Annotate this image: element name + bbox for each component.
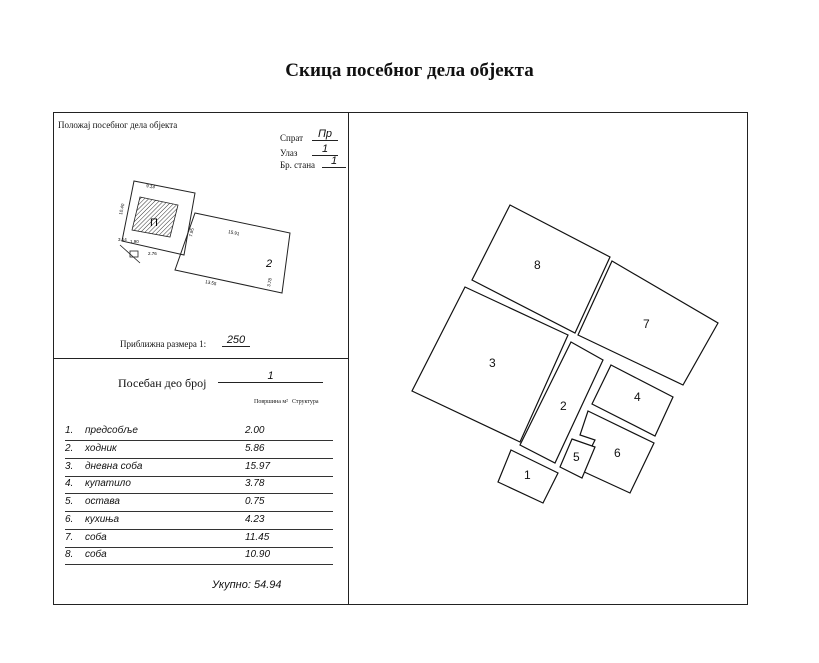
location-label: Положај посебног дела објекта bbox=[58, 120, 178, 130]
room-row: 5. остава 0.75 bbox=[65, 496, 333, 512]
apartment-label: Бр. стана bbox=[280, 160, 316, 170]
unit-value: 1 bbox=[218, 370, 323, 383]
room-row: 2. ходник 5.86 bbox=[65, 443, 333, 459]
floor-value: Пр bbox=[312, 128, 338, 141]
room-label-8: 8 bbox=[534, 258, 541, 272]
mini-dim: 1.90 bbox=[130, 239, 139, 244]
entrance-value: 1 bbox=[312, 143, 338, 156]
unit-label: Посебан део број bbox=[118, 376, 207, 390]
room-row: 6. кухиња 4.23 bbox=[65, 514, 333, 530]
col-structure-header: Структура bbox=[292, 399, 319, 405]
mini-dim: 13.55 bbox=[204, 279, 217, 287]
entrance-label: Улаз bbox=[280, 148, 298, 158]
room-label-5: 5 bbox=[573, 450, 580, 464]
room-row: 4. купатило 3.78 bbox=[65, 478, 333, 494]
floor-label: Спрат bbox=[280, 133, 304, 143]
total-row bbox=[212, 579, 281, 591]
mini-dim: 3.14 bbox=[118, 237, 127, 242]
room-row: 1. предсобље 2.00 bbox=[65, 425, 333, 441]
mini-dim: 10.40 bbox=[118, 203, 126, 216]
mini-dim: 9.14 bbox=[145, 183, 156, 190]
room-row: 7. соба 11.45 bbox=[65, 532, 333, 548]
room-label-1: 1 bbox=[524, 468, 531, 482]
apartment-value: 1 bbox=[322, 155, 346, 168]
mini-dim: 2.76 bbox=[148, 251, 157, 256]
scale-value: 250 bbox=[222, 334, 250, 347]
total-value: 54.94 bbox=[253, 579, 282, 591]
location-mini-plan bbox=[100, 175, 300, 295]
room-label-7: 7 bbox=[643, 317, 650, 331]
col-area-header: Површина м² bbox=[254, 399, 288, 405]
room-label-3: 3 bbox=[489, 356, 496, 370]
room-label-2: 2 bbox=[560, 399, 567, 413]
mini-parcel-number: 2 bbox=[266, 258, 273, 270]
room-label-4: 4 bbox=[634, 390, 641, 404]
mini-dim: 3.78 bbox=[266, 277, 273, 288]
room-row: 3. дневна соба 15.97 bbox=[65, 461, 333, 477]
room-row: 8. соба 10.90 bbox=[65, 549, 333, 565]
room-label-6: 6 bbox=[614, 446, 621, 460]
scale-label: Приближна размера 1: bbox=[120, 339, 207, 349]
page-title: Скица посебног дела објекта bbox=[285, 60, 534, 81]
mini-dim: 7.95 bbox=[188, 227, 195, 238]
mini-dim: 15.91 bbox=[227, 229, 240, 237]
mini-building-label: П bbox=[150, 217, 158, 229]
floor-plan bbox=[400, 195, 730, 505]
horizontal-divider bbox=[53, 358, 349, 359]
total-label: Укупно: bbox=[212, 579, 251, 591]
